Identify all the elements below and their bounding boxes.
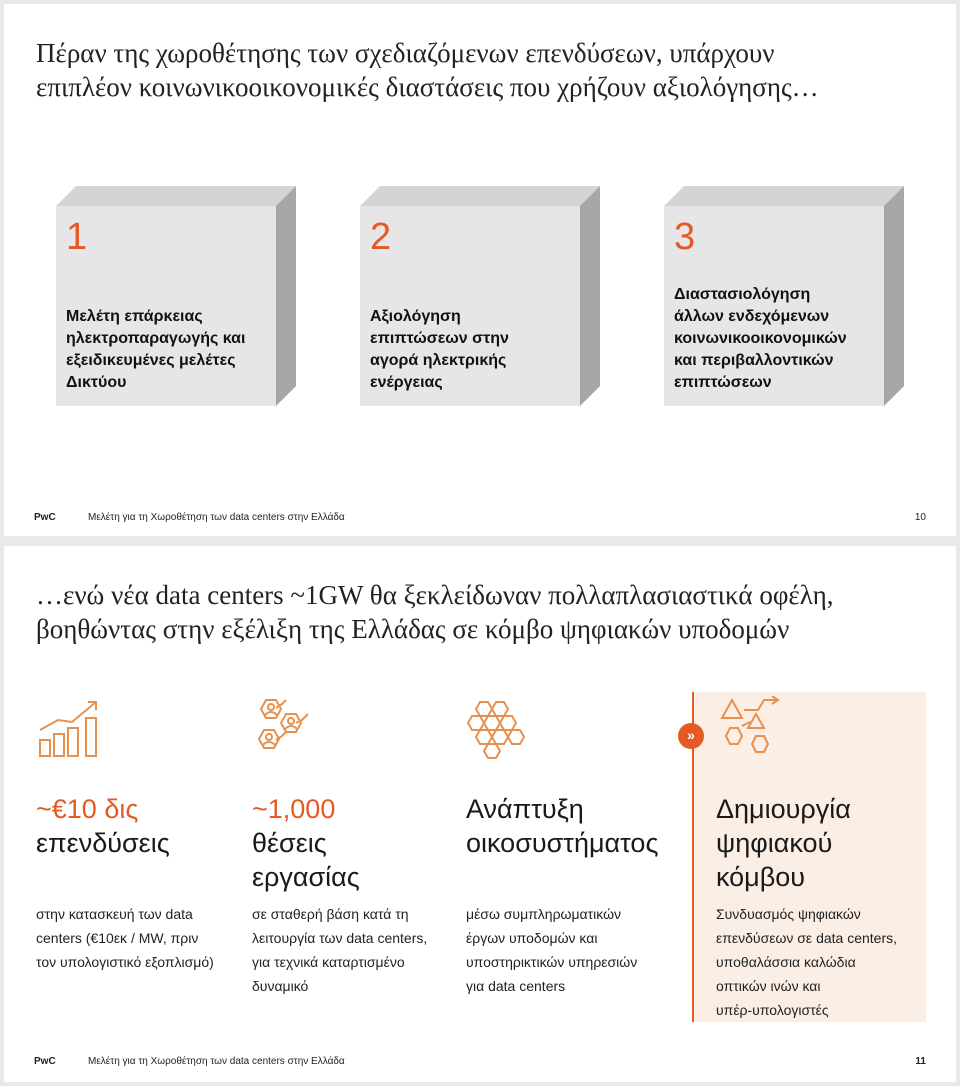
box-text-line: αγορά ηλεκτρικής [370, 352, 507, 369]
metric-text [716, 792, 946, 894]
benefit-description [252, 902, 472, 998]
desc-line: οπτικών ινών και [716, 978, 821, 994]
box-text-line: επιπτώσεων [674, 374, 772, 391]
box-text [66, 306, 271, 394]
dimension-box-1 [56, 186, 296, 406]
desc-line: για τεχνικά καταρτισμένο [252, 954, 405, 970]
footer-text: Μελέτη για τη Χωροθέτηση των data centers στην Ελλάδα [88, 512, 345, 523]
metric-text [466, 792, 696, 860]
metric-line: Ανάπτυξη [466, 794, 584, 824]
growth-chart-icon [36, 696, 108, 760]
box-text-line: ηλεκτροπαραγωγής και [66, 330, 246, 347]
metric-line: Δημιουργία [716, 794, 851, 824]
footer-brand: PwC [34, 512, 56, 523]
hexagon-cluster-icon [466, 696, 538, 760]
box-text-line: κοινωνικοοικονομικών [674, 330, 847, 347]
benefit-description [466, 902, 686, 998]
desc-line: υποθαλάσσια καλώδια [716, 954, 856, 970]
slide-title [36, 36, 936, 104]
metric-highlight: ~€10 δις [36, 794, 139, 824]
box-text-line: άλλων ενδεχόμενων [674, 308, 830, 325]
box-text [674, 284, 879, 394]
metric-line: κόμβου [716, 862, 806, 892]
box-number: 3 [674, 216, 696, 258]
desc-line: υποστηρικτικών υπηρεσιών [466, 954, 638, 970]
slide-footer [34, 512, 926, 528]
metric-line: ψηφιακού [716, 828, 833, 858]
box-text-line: εξειδικευμένες μελέτες [66, 352, 236, 369]
desc-line: για data centers [466, 978, 566, 994]
slide-title [36, 578, 936, 646]
people-network-icon [252, 696, 324, 760]
desc-line: λειτουργία των data centers, [252, 930, 428, 946]
desc-line: έργων υποδομών και [466, 930, 598, 946]
box-number: 2 [370, 216, 392, 258]
footer-text: Μελέτη για τη Χωροθέτηση των data centers στην Ελλάδα [88, 1056, 345, 1067]
metric-highlight: ~1,000 [252, 794, 336, 824]
desc-line: δυναμικό [252, 978, 309, 994]
desc-line: μέσω συμπληρωματικών [466, 906, 622, 922]
metric-text [36, 792, 266, 860]
box-text-line: Αξιολόγηση [370, 308, 461, 325]
metric-text [252, 792, 482, 894]
metric-line: εργασίας [252, 862, 360, 892]
desc-line: Συνδυασμός ψηφιακών [716, 906, 861, 922]
desc-line: υπέρ-υπολογιστές [716, 1002, 829, 1018]
title-line: Πέραν της χωροθέτησης των σχεδιαζόμενων επενδύσεων, υπάρχουν [36, 38, 775, 68]
title-line: βοηθώντας στην εξέλιξη της Ελλάδας σε κόμβο ψηφιακών υποδομών [36, 614, 790, 644]
slide-11 [4, 546, 956, 1082]
benefit-description [36, 902, 256, 974]
page-number: 11 [915, 1056, 926, 1067]
title-line: επιπλέον κοινωνικοοικονομικές διαστάσεις που χρήζουν αξιολόγησης… [36, 72, 819, 102]
slide-footer [34, 1056, 926, 1072]
box-text-line: και περιβαλλοντικών [674, 352, 834, 369]
slide-10 [4, 4, 956, 536]
desc-line: centers (€10εκ / MW, πριν [36, 930, 199, 946]
box-text-line: Μελέτη επάρκειας [66, 308, 203, 325]
metric-line: θέσεις [252, 828, 327, 858]
box-text-line: επιπτώσεων στην [370, 330, 509, 347]
metric-line: οικοσυστήματος [466, 828, 659, 858]
dimension-box-2 [360, 186, 600, 406]
benefit-description [716, 902, 936, 1022]
box-text-line: ενέργειας [370, 374, 443, 391]
desc-line: σε σταθερή βάση κατά τη [252, 906, 409, 922]
page-number: 10 [914, 512, 926, 523]
box-number: 1 [66, 216, 88, 258]
box-text-line: Δικτύου [66, 374, 127, 391]
desc-line: επενδύσεων σε data centers, [716, 930, 898, 946]
dimension-box-3 [664, 186, 904, 406]
box-text [370, 306, 575, 394]
footer-brand: PwC [34, 1056, 56, 1067]
desc-line: στην κατασκευή των data [36, 906, 193, 922]
box-text-line: Διαστασιολόγηση [674, 286, 811, 303]
desc-line: τον υπολογιστικό εξοπλισμό) [36, 954, 214, 970]
title-line: …ενώ νέα data centers ~1GW θα ξεκλείδωναν πολλαπλασιαστικά οφέλη, [36, 580, 834, 610]
metric-line: επενδύσεις [36, 828, 170, 858]
arrow-badge: » [678, 723, 704, 749]
shapes-hub-icon [716, 696, 788, 760]
